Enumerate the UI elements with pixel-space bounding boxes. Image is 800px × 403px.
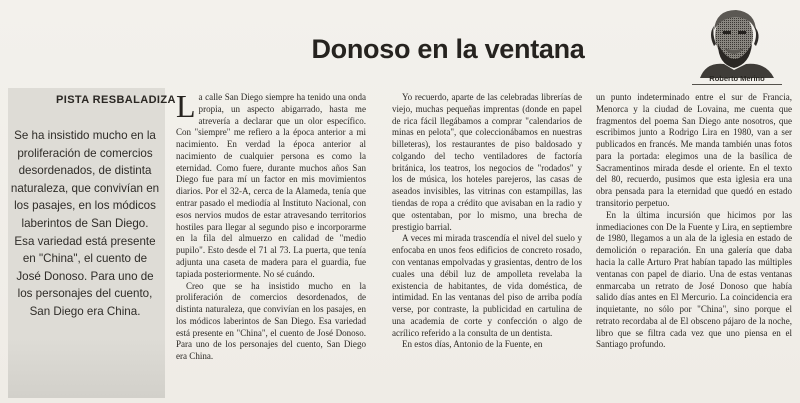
sidebar-kicker: PISTA RESBALADIZA bbox=[56, 94, 176, 106]
drop-cap: L bbox=[176, 92, 196, 124]
column-2-paragraph-3: En estos días, Antonio de la Fuente, en bbox=[402, 339, 543, 350]
author-portrait bbox=[696, 4, 778, 78]
column-1-paragraph-1: La calle San Diego siempre ha tenido una onda propia, un aspecto abigarrado, hasta me atrevería a declarar que un olor específico. Con "siempre" me refiero a la época anterior a mi nacimiento. En verdad la época anterior al nacimiento de cualquier persona es como la eternidad. Como fuere, durante muchos años San Diego fue para mí un factor en mis movimientos diarios. Por el 32-A, cerca de la Alameda, tenía que entrar pasado el mediodía al Instituto Nacional, con esos nervios mudos de estar atravesando territorios hostiles para llegar al segundo piso e incorporarme en la fila del almuerzo en calidad de "medio pupilo". Esto desde el 71 al 73. La puerta, que tenía adjunta una caseta de madera para el guardia, fue tapiada posteriormente. No sé cuándo. bbox=[176, 92, 366, 279]
column-2-paragraph-1: Yo recuerdo, aparte de las celebradas librerías de viejo, muchas pequeñas imprentas (donde en papel de rica fácil llegábamos a comprar "calendarios de minas en pelota", que coleccionábamos en nuestras billeteras), los restaurantes de piso baldosado y colgando del techo ventiladores de factoría británica, los teatros, los negocios de "rodados" y los de música, los hoteles parejeros, las casas de aseados invisibles, las vitrinas con estampillas, las tiendas de ropa a crédito que avisaban en la radio y que ostentaban, por lo mismo, una brecha de prestigio barrial. bbox=[392, 92, 582, 232]
byline: Roberto Merino bbox=[709, 74, 765, 83]
byline-rule bbox=[692, 84, 782, 85]
column-3-paragraph-2: En la última incursión que hicimos por las inmediaciones con De la Fuente y Lira, en septiembre de 1980, llegamos a un ala de la iglesia en estado de demolición o reparación. En una galería que daba hacia la calle Arturo Prat habían tapado las múltiples ventanas con papel de diario. Una de estas ventanas enmarcaba un retrato de José Donoso que había salido días antes en El Mercurio. La coincidencia era inquietante, no sólo por "China", sino porque el retrato recordaba al de El obsceno pájaro de la noche, libro que se filtra cada vez que uno piensa en el Santiago profundo. bbox=[596, 209, 792, 350]
article-column-1 bbox=[176, 92, 366, 400]
column-3-paragraph-1: un punto indeterminado entre el sur de Francia, Menorca y la ciudad de Lovaina, me cuenta que fragmentos del poema San Diego ante nosotros, que escribimos junto a Rodrigo Lira en 1980, van a ser publicados en francés. Me manda también unas fotos para la portada: elegimos una de la basílica de Sacramentinos mirada desde el oriente. En el texto del 80, recuerdo, pusimos que esta iglesia era una obra pensada para la eternidad que quedó en estado transitorio perpetuo. bbox=[596, 92, 792, 209]
sidebar-pull-quote: Se ha insistido mucho en la proliferación de comercios desordenados, de distinta naturaleza, que convivían en los pasajes, en los módicos laberintos de San Diego. Esa variedad está presente en "China", el cuento de José Donoso. Para uno de los personajes del cuento, San Diego era China. bbox=[10, 129, 160, 318]
article-column-2 bbox=[392, 92, 582, 400]
column-2-paragraph-2: A veces mi mirada trascendía el nivel del suelo y enfocaba en unos feos edificios de concreto rosado, con ventanas empolvadas y grasientas, dentro de los cuales una débil luz de ampolleta revelaba la existencia de habitantes, de vida doméstica, de intimidad. En las ventanas del piso de arriba podía verse, por contraste, la publicidad en cartulina de una academia de corte y confección o algo de acrílico referido a la consulta de un dentista. bbox=[392, 233, 582, 338]
column-1-paragraph-2: Creo que se ha insistido mucho en la proliferación de comercios desordenados, de distinta naturaleza, que convivían en los pasajes, en los módicos laberintos de San Diego. Esa variedad está presente en "China", el cuento de José Donoso. Para uno de los personajes del cuento, San Diego era China. bbox=[176, 280, 366, 362]
headline: Donoso en la ventana bbox=[311, 34, 585, 64]
article-column-3 bbox=[596, 92, 792, 400]
